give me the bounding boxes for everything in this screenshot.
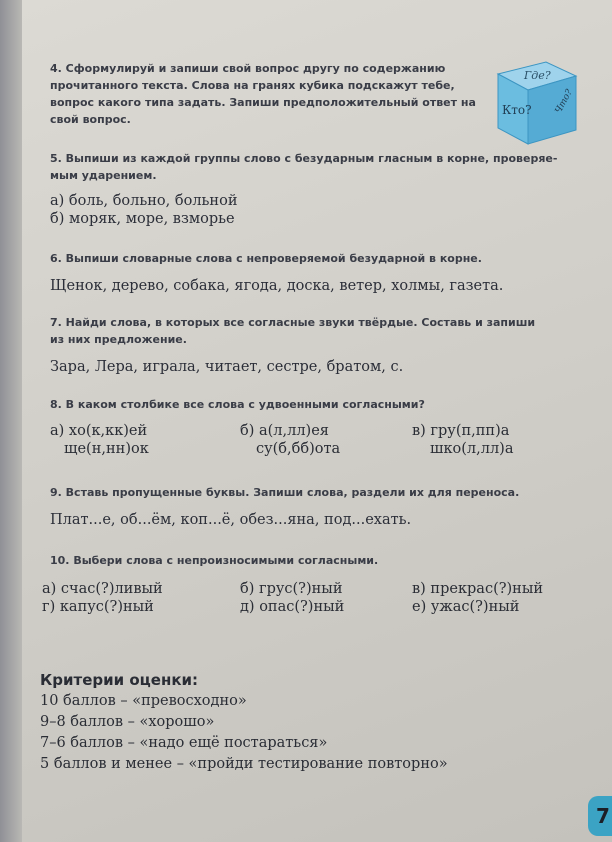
task-8-option: шко(л,лл)а — [430, 441, 514, 457]
task-8-row — [50, 441, 585, 459]
task-8-option: а) хо(к,кк)ей — [50, 423, 148, 439]
task-9-question: 9. Вставь пропущенные буквы. Запиши слова, раздели их для переноса. — [50, 486, 520, 499]
task-5 — [50, 150, 585, 228]
cube-front-label: Кто? — [502, 103, 532, 117]
task-7-answer: Зара, Лера, играла, читает, сестре, братом, с. — [50, 359, 404, 375]
task-10-option: д) опас(?)ный — [240, 599, 345, 615]
task-10-question: 10. Выбери слова с непроизносимыми согласными. — [50, 554, 379, 567]
criteria-line: 10 баллов – «превосходно» — [40, 693, 247, 709]
task-6-question: 6. Выпиши словарные слова с непроверяемой безударной в корне. — [50, 252, 482, 265]
task-10-row — [42, 599, 585, 617]
criteria-title: Критерии оценки: — [40, 671, 199, 689]
task-8-option: в) гру(п,пп)а — [412, 423, 510, 439]
task-8-option: су(б,бб)ота — [256, 441, 341, 457]
criteria-line: 5 баллов и менее – «пройди тестирование повторно» — [40, 756, 448, 772]
task-8-option: ще(н,нн)ок — [64, 441, 149, 457]
task-4-line: вопрос какого типа задать. Запиши предположительный ответ на — [50, 96, 476, 109]
task-5-question: 5. Выпиши из каждой группы слово с безударным гласным в корне, проверяе- — [50, 152, 558, 165]
task-4-line: прочитанного текста. Слова на гранях кубика подскажут тебе, — [50, 79, 455, 92]
task-8-option: б) а(л,лл)ея — [240, 423, 329, 439]
task-10-option: б) грус(?)ный — [240, 581, 343, 597]
cube-top-label: Где? — [524, 69, 551, 82]
task-8-question: 8. В каком столбике все слова с удвоенными согласными? — [50, 398, 425, 411]
task-10-option: г) капус(?)ный — [42, 599, 154, 615]
task-6-answer: Щенок, дерево, собака, ягода, доска, ветер, холмы, газета. — [50, 278, 504, 294]
task-5-answer: а) боль, больно, больной — [50, 193, 238, 209]
book-spine — [0, 0, 22, 842]
task-7 — [50, 314, 585, 376]
task-4 — [50, 60, 480, 128]
task-10-option: в) прекрас(?)ный — [412, 581, 544, 597]
task-8-row — [50, 423, 585, 441]
page-number-tab — [588, 796, 612, 836]
task-10-option: е) ужас(?)ный — [412, 599, 520, 615]
question-cube — [488, 52, 580, 152]
task-7-question: из них предложение. — [50, 333, 187, 346]
task-10-option: а) счас(?)ливый — [42, 581, 163, 597]
task-8 — [50, 396, 585, 459]
task-4-line: свой вопрос. — [50, 113, 131, 126]
task-7-question: 7. Найди слова, в которых все согласные звуки твёрдые. Составь и запиши — [50, 316, 536, 329]
task-6 — [50, 250, 585, 295]
task-10 — [42, 552, 585, 617]
criteria-line: 9–8 баллов – «хорошо» — [40, 714, 215, 730]
task-9 — [50, 484, 585, 529]
cube-side-label: Что? — [553, 87, 575, 116]
task-5-answer: б) моряк, море, взморье — [50, 211, 235, 227]
grading-criteria — [40, 670, 560, 775]
task-4-line: 4. Сформулируй и запиши свой вопрос другу по содержанию — [50, 62, 446, 75]
task-9-answer: Плат...е, об...ём, коп...ё, обез...яна, под...ехать. — [50, 512, 412, 528]
task-5-question: мым ударением. — [50, 169, 157, 182]
criteria-line: 7–6 баллов – «надо ещё постараться» — [40, 735, 328, 751]
task-10-row — [42, 581, 585, 599]
cube-icon — [488, 52, 580, 152]
page-number: 7 — [596, 804, 610, 828]
